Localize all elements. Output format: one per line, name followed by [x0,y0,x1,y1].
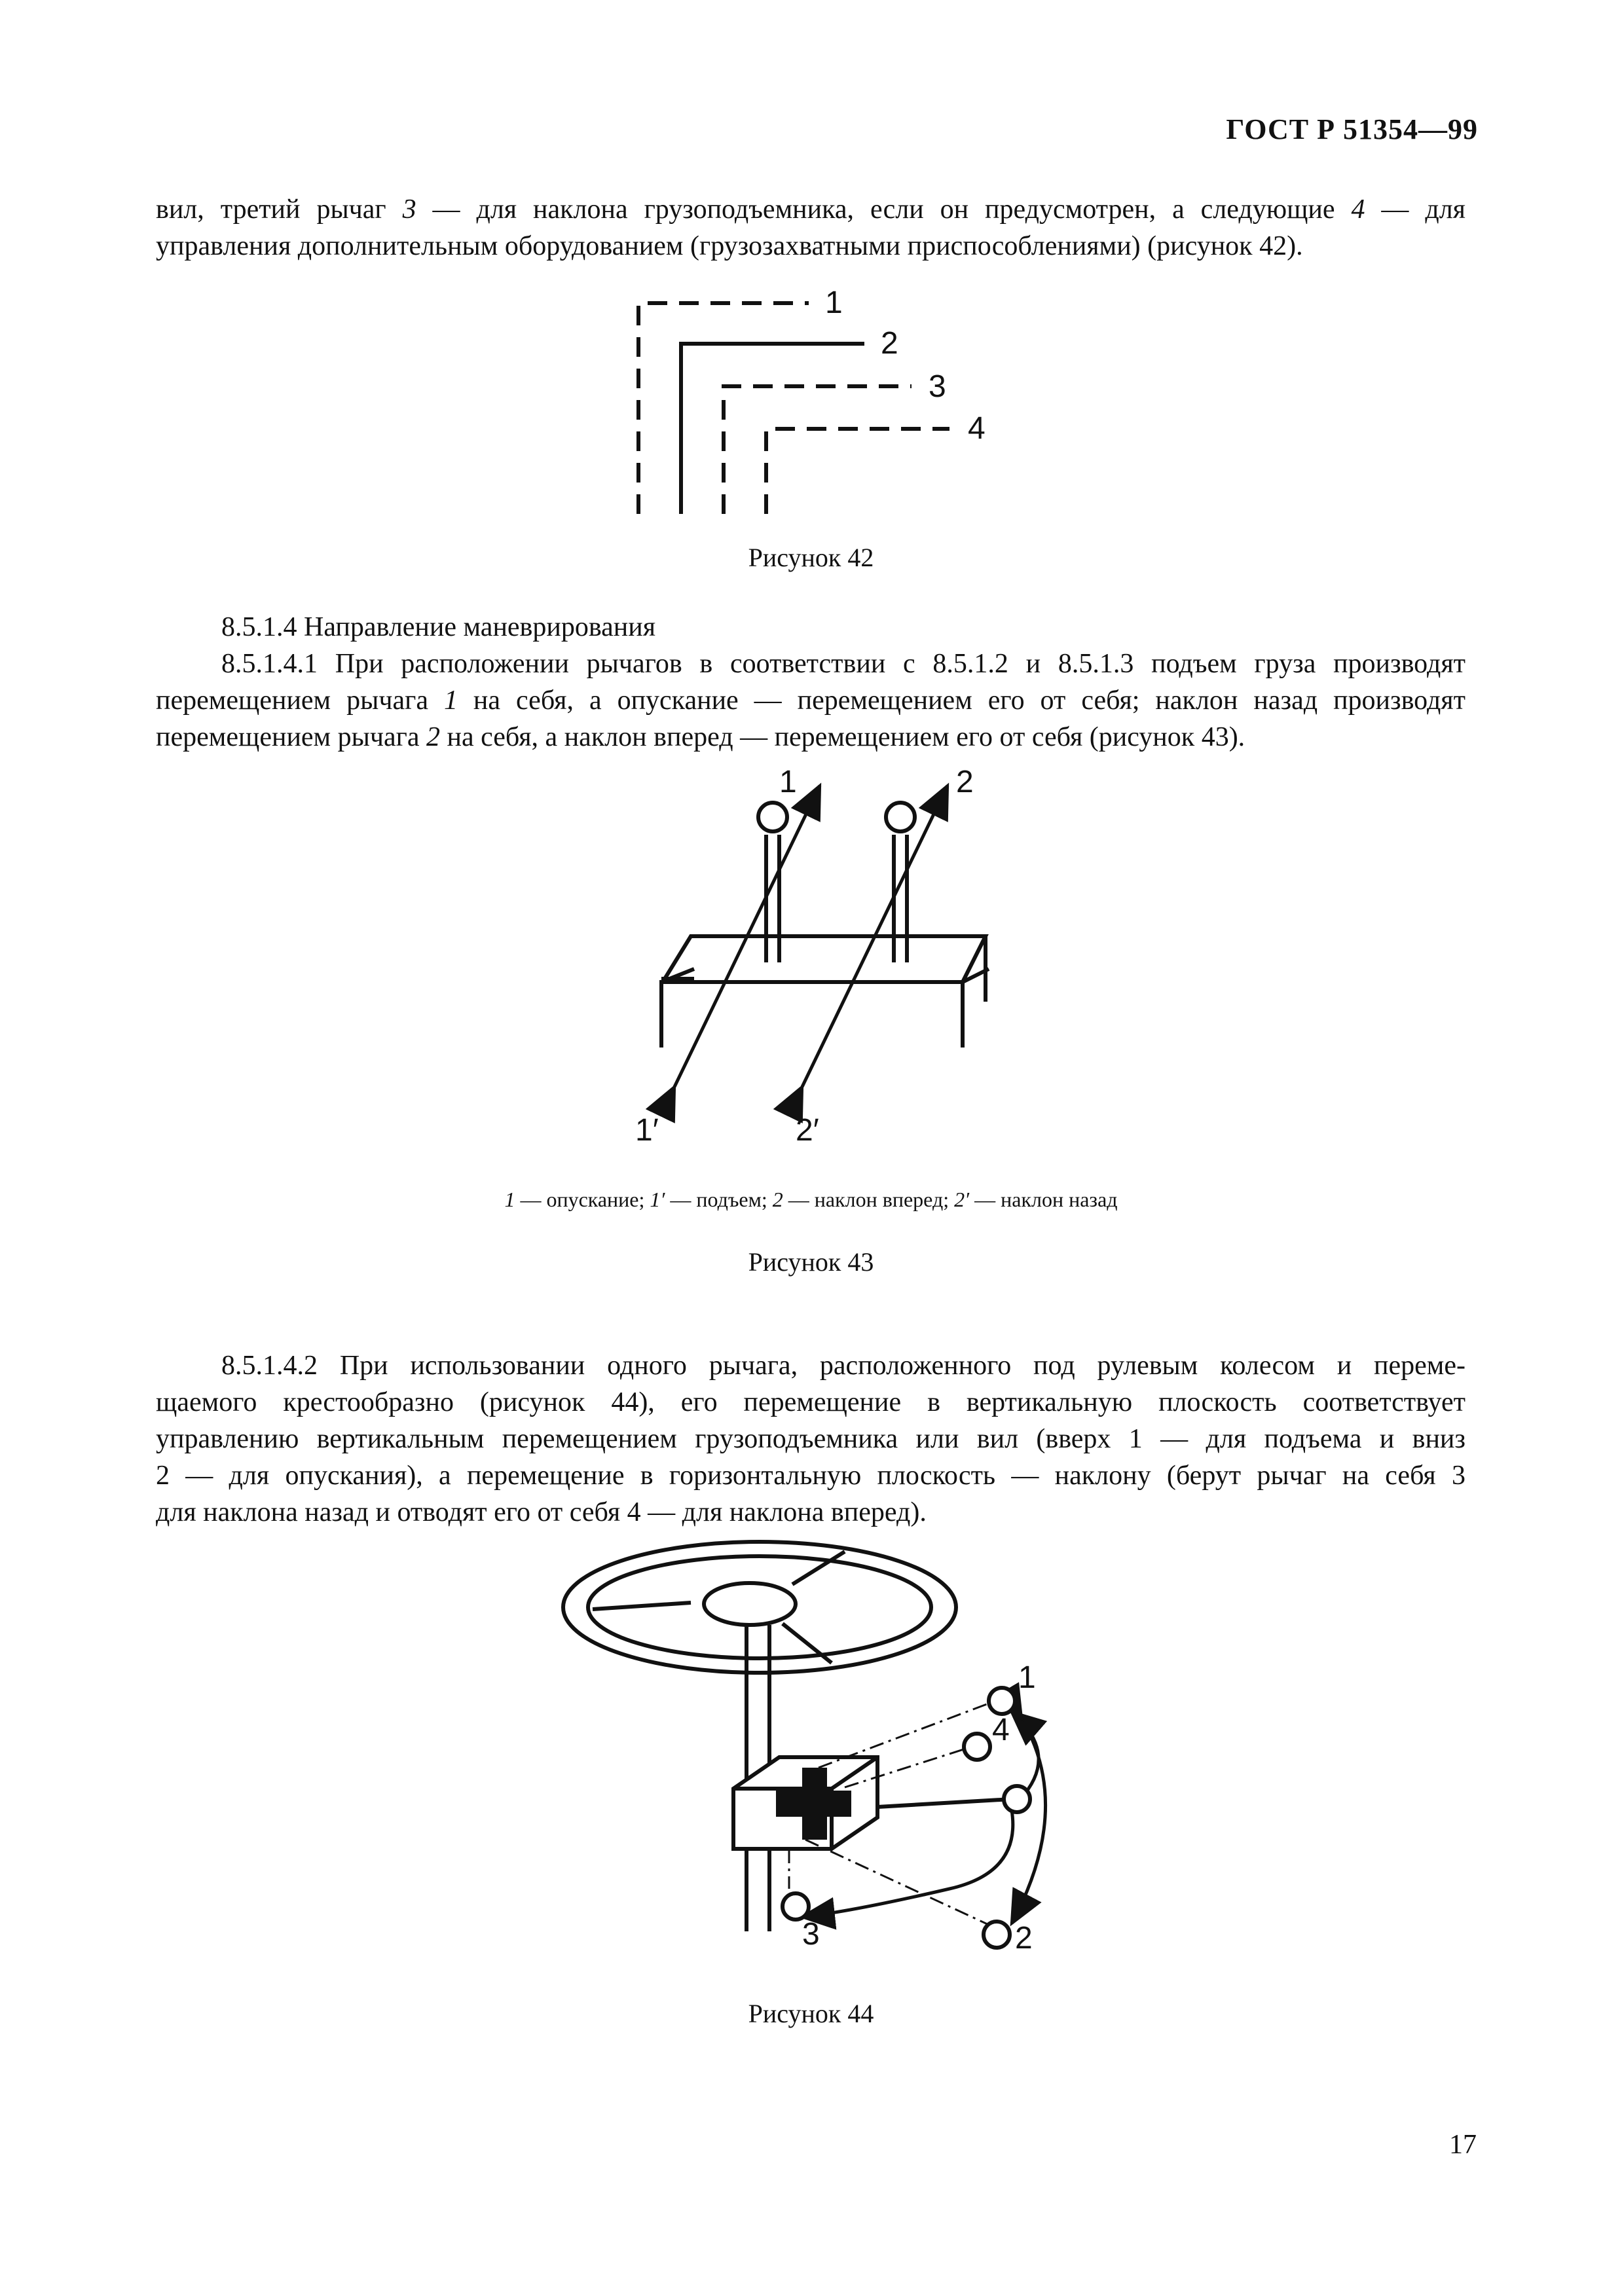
fig42-label-3: 3 [929,369,946,404]
figure-44-caption: Рисунок 44 [748,1999,874,2028]
text-line: управлению вертикальным перемещением грузоподъемника или вил (вверх 1 — для подъема и вниз [156,1424,1465,1454]
fig44-label-1: 1 [1018,1660,1036,1695]
figure-43-legend: 1 — опускание; 1′ — подъем; 2 — наклон вперед; 2′ — наклон назад [504,1188,1118,1211]
position-neutral-knob [1004,1786,1030,1812]
fig44-label-3: 3 [802,1917,820,1952]
text-line: управления дополнительным оборудованием (грузозахватными приспособлениями) (рисунок 42). [156,231,1303,261]
fig43-label-1: 1 [779,765,797,799]
paragraph-8-5-1-4-1 [156,646,1465,756]
paragraph-8-5-1-4-2 [156,1347,1465,1531]
path-to-1 [819,1702,992,1768]
arc-1-to-2 [1012,1719,1046,1923]
lever-line-2 [681,344,864,514]
figure-42-lever-layout [0,275,1622,530]
fig42-label-2: 2 [881,326,898,361]
paragraph-intro [156,191,1465,264]
text-line: щаемого крестообразно (рисунок 44), его перемещение в вертикальную плоскость соответствует [156,1387,1465,1417]
lever-shaft [877,1799,1012,1807]
figure-43-caption: Рисунок 43 [748,1247,874,1277]
lever-line-4 [766,429,949,514]
text-line: перемещением рычага 1 на себя, а опускание — перемещением его от себя; наклон назад производят [156,685,1465,716]
fig43-label-1-prime: 1′ [635,1113,659,1148]
lever-2-knob [886,803,915,831]
figure-43-two-levers [0,759,1622,1152]
page-number: 17 [1449,2130,1477,2160]
platform-outline [663,936,986,982]
fig42-label-4: 4 [968,411,986,446]
position-4-knob [964,1734,990,1760]
fig43-label-2-prime: 2′ [796,1113,819,1148]
steering-hub [704,1583,796,1625]
document-header-id: ГОСТ Р 51354—99 [1226,113,1478,145]
position-2-knob [984,1922,1010,1948]
fig44-label-2: 2 [1015,1921,1033,1956]
lever-line-3 [724,386,912,514]
fig43-label-2: 2 [956,765,974,799]
text-line: 2 — для опускания), а перемещение в горизонтальную плоскость — наклону (берут рычаг на себя 3 [156,1461,1465,1491]
text-line: 8.5.1.4.1 При расположении рычагов в соответствии с 8.5.1.2 и 8.5.1.3 подъем груза производят [221,649,1465,679]
text-line: для наклона назад и отводят его от себя 4 — для наклона вперед). [156,1497,927,1527]
section-heading: 8.5.1.4 Направление маневрирования [221,612,656,642]
fig44-label-4: 4 [992,1713,1010,1747]
figure-44-steering-lever [0,1532,1622,1956]
wheel-spoke-left [593,1603,691,1609]
figure-42-caption: Рисунок 42 [748,543,874,572]
fig42-label-1: 1 [825,285,843,320]
text-line: перемещением рычага 2 на себя, а наклон вперед — перемещением его от себя (рисунок 43). [156,722,1245,752]
lever-1-knob [758,803,787,831]
text-line: вил, третий рычаг 3 — для наклона грузоподъемника, если он предусмотрен, а следующие 4 — для [156,194,1465,225]
position-3-knob [783,1893,809,1920]
text-line: 8.5.1.4.2 При использовании одного рычага, расположенного под рулевым колесом и переме- [221,1351,1465,1381]
position-1-knob [989,1688,1015,1714]
